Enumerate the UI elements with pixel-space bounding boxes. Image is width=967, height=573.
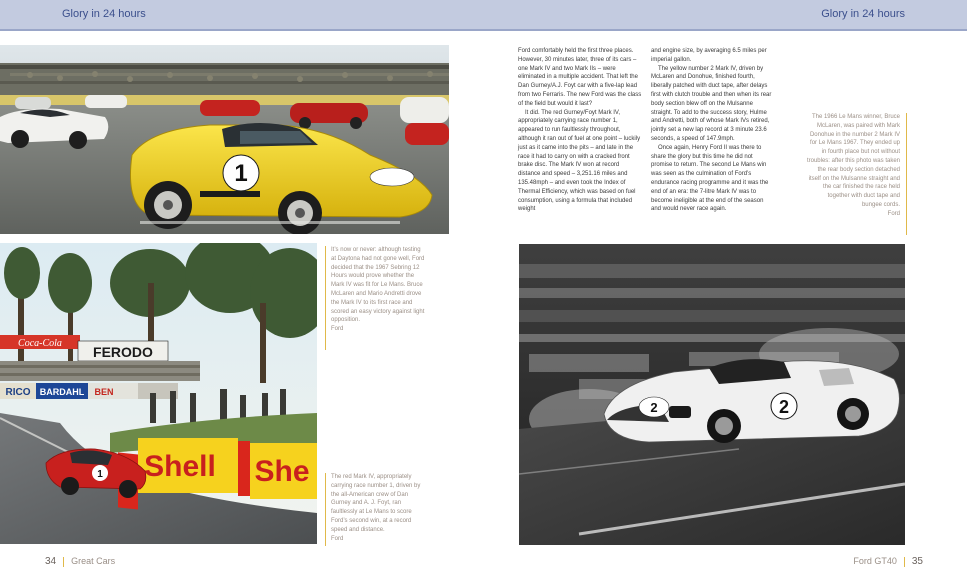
car-number-1: 1 — [234, 160, 248, 187]
car-number-2: 2 — [650, 400, 658, 415]
footer-right — [853, 556, 923, 567]
caption-left-top — [331, 246, 425, 334]
sign-rico: RICO — [5, 387, 31, 398]
header-rule — [0, 29, 967, 31]
caption-right-top-text: The 1966 Le Mans winner, Bruce McLaren, was paired with Mark Donohue in the number 2 Mark IV for Le Mans 1967. They ended up in fourth place but not without troubles: after this photo was taken the rear body section detached itself on the Mulsanne straight and the car finished the race held together with duct tape and bungee cords. — [806, 114, 900, 208]
caption-left-bottom — [331, 473, 425, 543]
sign-ferodo: FERODO — [93, 344, 153, 360]
car-number-2b: 2 — [778, 397, 790, 417]
photo-white-ford-night — [519, 244, 905, 545]
caption-left-bottom-text: The red Mark IV, appropriately carrying race number 1, driven by the all-American crew of Dan Gurney and A. J. Foyt, ran faultlessly at Le Mans to score Ford’s second win, at a record speed and distance. — [331, 474, 421, 533]
caption-right-top-credit: Ford — [887, 210, 900, 217]
sign-coca-cola: Coca-Cola — [18, 338, 62, 349]
photo-red-ford-svg — [0, 243, 317, 544]
sign-bardahl: BARDAHL — [39, 387, 85, 397]
sign-shell: Shell — [144, 450, 216, 483]
caption-left-bottom-credit: Ford — [331, 535, 344, 542]
caption-rule-right-top — [906, 113, 907, 235]
footer-left — [45, 556, 115, 567]
footer-separator-right — [904, 557, 905, 567]
page-number-left: 34 — [45, 556, 57, 567]
body-col2-para-2: The yellow number 2 Mark IV, driven by McLaren and Donohue, finished fourth, liberally patched with duct tape, after delays first with clutch trouble and then when its rear body section blew off on the Mulsanne straight. To add to the success story, Hulme and Andretti, both of whose Mark IVs retired, jointly set a new lap record at 3 minute 23.6 seconds, a speed of 147.9mph. — [651, 65, 772, 142]
body-col2-para-1: and engine size, by averaging 6.5 miles per imperial gallon. — [651, 48, 767, 63]
caption-left-top-text: It’s now or never: although testing at Daytona had not gone well, Ford decided that the 1967 Sebring 12 Hours would prove whether the Mark IV was fit for Le Mans. Bruce McLaren and Mario Andretti drove the Mark IV to its first race and scored an easy victory against light opposition. — [331, 247, 425, 324]
photo-yellow-ford-pits — [0, 45, 449, 234]
caption-right-top — [806, 113, 900, 219]
body-col1-para-1: Ford comfortably held the first three places. However, 30 minutes later, three of its cars – one Mark IV and two Mark IIs – were eliminated in a multiple accident. That left the Dan Gurney/A.J. Foyt car with a five-lap lead from two Ferraris. The new Ford was the class of the field but would it last? — [518, 48, 642, 107]
photo-yellow-ford-svg — [0, 45, 449, 234]
body-column-1 — [518, 47, 642, 214]
page-number-right: 35 — [911, 556, 923, 567]
sign-bend: BEN — [94, 387, 114, 397]
photo-white-ford-svg — [519, 244, 905, 545]
caption-left-top-credit: Ford — [331, 326, 344, 333]
right-running-head: Glory in 24 hours — [821, 8, 905, 20]
footer-section-left: Great Cars — [71, 556, 116, 566]
body-col2-para-3: Once again, Henry Ford II was there to share the glory but this time he did not promise to return. The second Le Mans win was seen as the culmination of Ford’s endurance racing programme and it was the end of an era: the 7-litre Mark IV was to become ineligible at the end of the season and would never race again. — [651, 144, 769, 213]
caption-rule-left-top — [325, 246, 326, 350]
sign-shell-2: She — [254, 455, 310, 488]
caption-rule-left-bottom — [325, 473, 326, 546]
red-car-number: 1 — [97, 469, 103, 480]
footer-separator-left — [63, 557, 64, 567]
photo-red-ford-corner — [0, 243, 317, 544]
body-column-2 — [651, 47, 775, 214]
footer-section-right: Ford GT40 — [853, 556, 897, 566]
body-col1-para-2: It did. The red Gurney/Foyt Mark IV, appropriately carrying race number 1, appeared to run faultlessly throughout, although it ran out of fuel at one point – luckily just as it came into the pits – and late in the race it had to carry on with a cracked front brake disc. The Mark IV won at record distance and speed – 3,251.16 miles and 135.48mph – and even took the Index of Thermal Efficiency, which was based on fuel consumption, using a formula that included weight — [518, 109, 641, 213]
left-running-head: Glory in 24 hours — [62, 8, 146, 20]
